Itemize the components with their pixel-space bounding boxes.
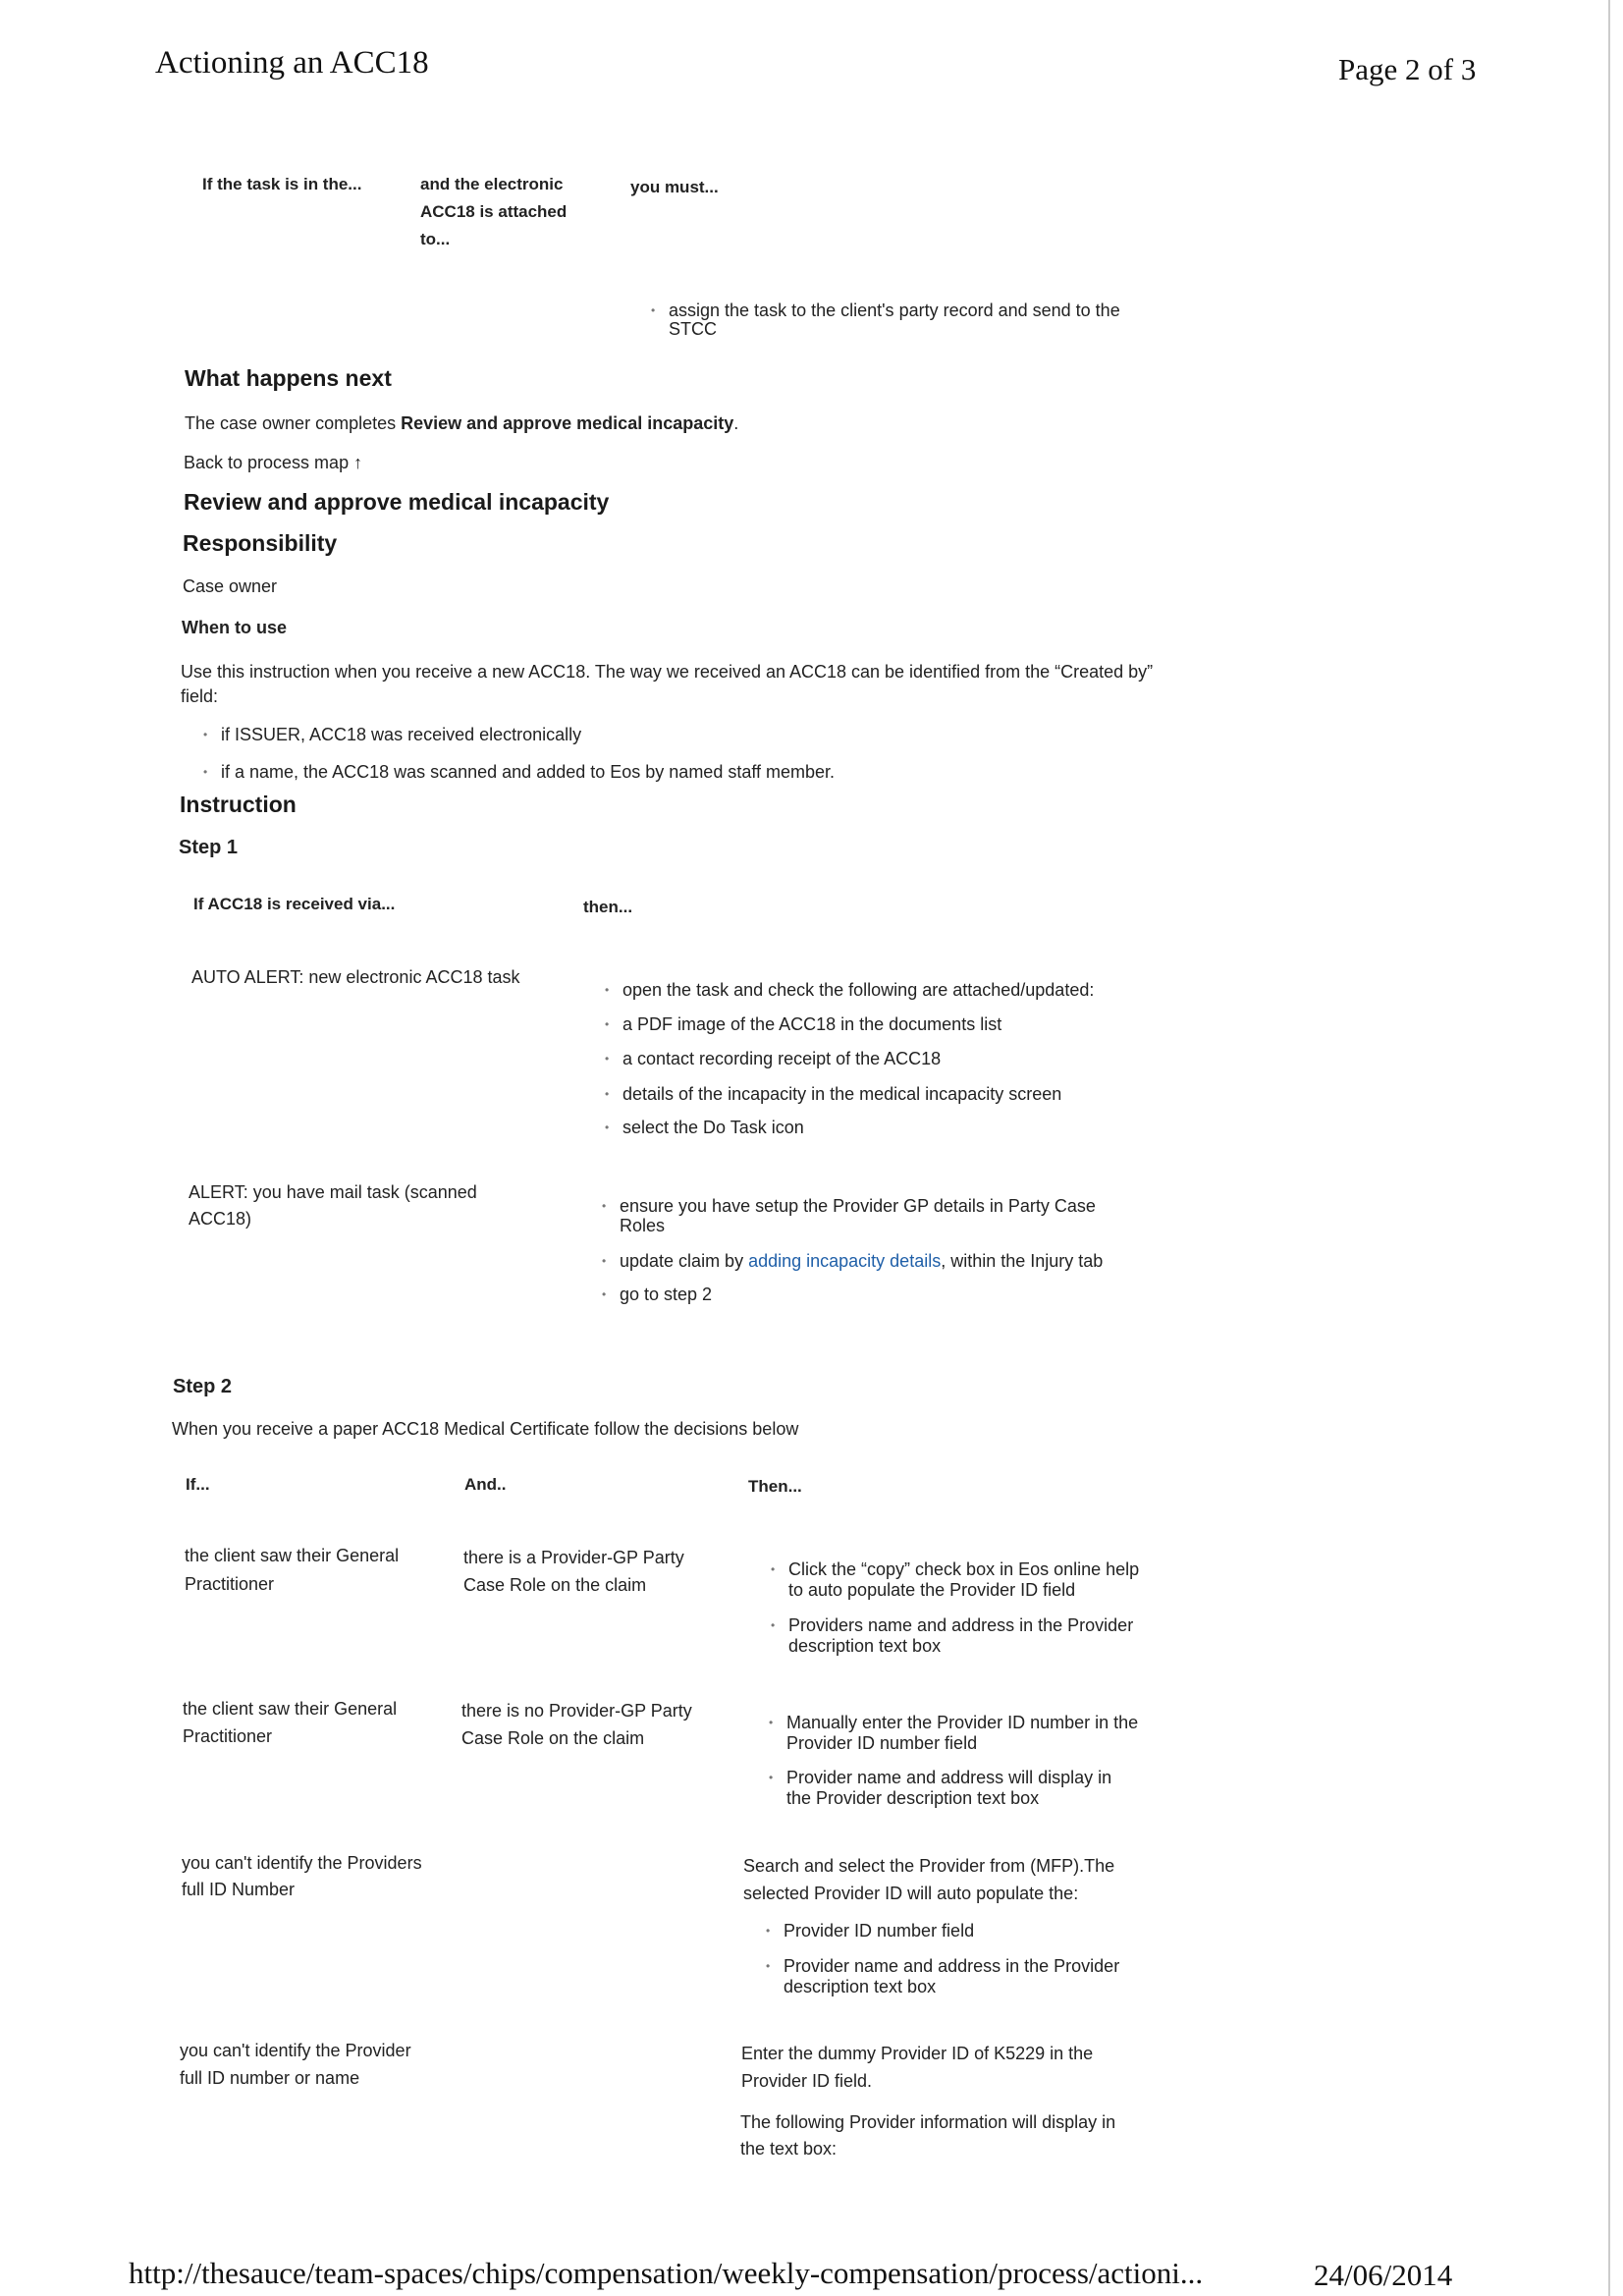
list-item: • update claim by adding incapacity details, within the Injury tab (620, 1250, 1103, 1272)
document-title: Actioning an ACC18 (155, 45, 429, 81)
table-cell: Enter the dummy Provider ID of K5229 in the (741, 2044, 1094, 2063)
table-header: If ACC18 is received via... (193, 895, 396, 913)
section-heading: Responsibility (183, 530, 338, 556)
table-header: And.. (464, 1475, 507, 1494)
list-item: • Providers name and address in the Provider (788, 1614, 1133, 1636)
table-cell: there is no Provider-GP Party (461, 1701, 692, 1721)
list-item: • Provider ID number field (784, 1920, 974, 1941)
list-item: the Provider description text box (786, 1788, 1040, 1808)
table-cell: the client saw their General (185, 1546, 400, 1565)
list-item: to auto populate the Provider ID field (788, 1580, 1076, 1600)
list-item: • assign the task to the client's party record and send to the (669, 300, 1120, 321)
table-cell: Search and select the Provider from (MFP).The (743, 1856, 1115, 1876)
table-header: you must... (630, 178, 719, 196)
list-item: • Provider name and address in the Provider (784, 1955, 1119, 1977)
table-cell: full ID Number (182, 1880, 296, 1899)
step-heading: Step 1 (179, 837, 239, 858)
table-header: Then... (748, 1477, 802, 1496)
paragraph: Use this instruction when you receive a new ACC18. The way we received an ACC18 can be identified from the “Created by” (181, 662, 1154, 682)
list-item: • select the Do Task icon (622, 1117, 804, 1138)
list-item: Provider ID number field (786, 1733, 978, 1753)
table-cell: Case Role on the claim (463, 1575, 647, 1595)
section-heading: What happens next (185, 365, 392, 391)
list-item: • Click the “copy” check box in Eos online help (788, 1558, 1139, 1580)
table-cell: the client saw their General (183, 1699, 398, 1719)
paragraph: Case owner (183, 576, 278, 596)
table-cell: AUTO ALERT: new electronic ACC18 task (191, 967, 520, 987)
list-item: STCC (669, 319, 717, 339)
table-cell: ALERT: you have mail task (scanned (189, 1182, 477, 1202)
list-item: description text box (784, 1977, 937, 1996)
scan-edge (1608, 0, 1610, 2296)
footer-date: 24/06/2014 (1314, 2258, 1453, 2292)
table-cell: The following Provider information will display in (740, 2112, 1116, 2132)
table-cell: Practitioner (185, 1574, 275, 1594)
table-cell: Practitioner (183, 1726, 273, 1746)
footer-url: http://thesauce/team-spaces/chips/compensation/weekly-compensation/process/actioni... (129, 2256, 1204, 2290)
table-header: ACC18 is attached (420, 202, 568, 221)
list-item: • a contact recording receipt of the ACC18 (622, 1048, 941, 1069)
table-header: If the task is in the... (202, 175, 362, 193)
paragraph: The case owner completes Review and approve medical incapacity. (185, 413, 739, 433)
table-cell: you can't identify the Providers (182, 1853, 422, 1873)
list-item: • a PDF image of the ACC18 in the documents list (622, 1013, 1001, 1035)
subheading: When to use (182, 618, 287, 637)
list-item: • details of the incapacity in the medical incapacity screen (622, 1083, 1061, 1105)
table-header: If... (186, 1475, 210, 1494)
adding-incapacity-details-link[interactable]: adding incapacity details (748, 1251, 942, 1271)
table-header: and the electronic (420, 175, 564, 193)
list-item: • if ISSUER, ACC18 was received electronically (221, 724, 581, 745)
table-cell: selected Provider ID will auto populate the: (743, 1884, 1079, 1903)
step-heading: Step 2 (173, 1376, 233, 1397)
table-cell: ACC18) (189, 1209, 252, 1229)
list-item: • if a name, the ACC18 was scanned and added to Eos by named staff member. (221, 761, 835, 783)
list-item: • Manually enter the Provider ID number in the (786, 1712, 1138, 1733)
back-to-process-map-link[interactable]: Back to process map ↑ (184, 453, 363, 472)
table-cell: you can't identify the Provider (180, 2041, 411, 2060)
table-cell: Provider ID field. (741, 2071, 873, 2091)
table-header: then... (583, 898, 633, 916)
section-heading: Instruction (180, 792, 297, 817)
paragraph: When you receive a paper ACC18 Medical Certificate follow the decisions below (172, 1419, 799, 1439)
page-number: Page 2 of 3 (1338, 52, 1477, 86)
paragraph: field: (181, 686, 219, 706)
table-header: to... (420, 230, 451, 248)
list-item: • Provider name and address will display in (786, 1767, 1111, 1788)
list-item: • open the task and check the following are attached/updated: (622, 979, 1094, 1001)
list-item: • ensure you have setup the Provider GP details in Party Case (620, 1195, 1096, 1217)
table-cell: the text box: (740, 2139, 838, 2159)
table-cell: there is a Provider-GP Party (463, 1548, 684, 1567)
list-item: Roles (620, 1216, 666, 1235)
list-item: description text box (788, 1636, 942, 1656)
table-cell: Case Role on the claim (461, 1728, 645, 1748)
table-cell: full ID number or name (180, 2068, 360, 2088)
section-heading: Review and approve medical incapacity (184, 489, 610, 515)
list-item: • go to step 2 (620, 1284, 712, 1305)
